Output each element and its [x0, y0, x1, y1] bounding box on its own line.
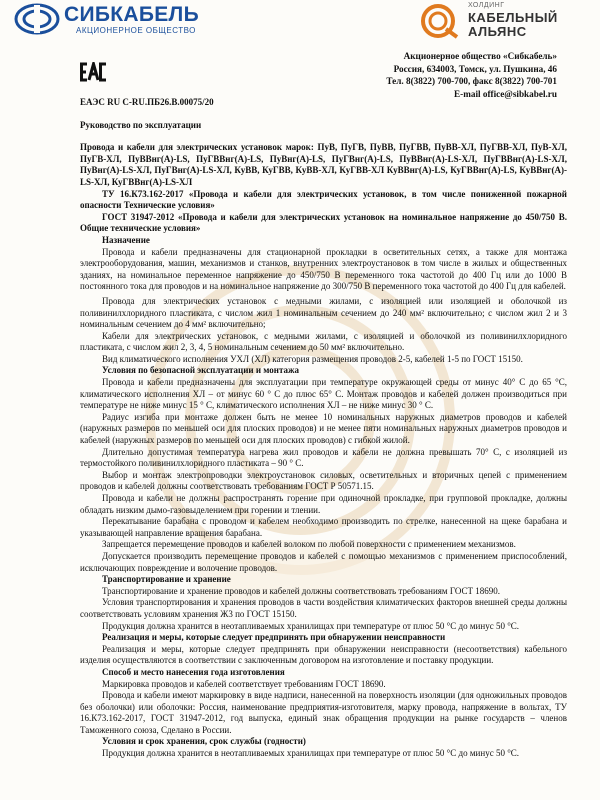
paragraph: Маркировка проводов и кабелей соответствует требованиям ГОСТ 18690.	[102, 678, 386, 689]
cable-alliance-name-line2: АЛЬЯНС	[468, 24, 527, 39]
eac-mark-icon	[80, 62, 107, 82]
section-transport-heading: Транспортирование и хранение	[102, 574, 231, 585]
document-body	[80, 97, 567, 760]
company-phone: Тел. 8(3822) 700-700, факс 8(3822) 700-701	[386, 76, 557, 86]
section-storage-heading: Условия и срок хранения, срок службы (годности)	[102, 736, 306, 747]
paragraph: Провода и кабели не должны распространять горение при одиночной прокладке, при групповой прокладке, должны обладать низким дымо-газовыделением при горении и тлении.	[80, 493, 567, 515]
paragraph: Кабели для электрических установок, с медными жилами, с изоляцией и оболочкой из поливинилхлоридного пластиката, с числом жил 2, 3, 4, 5 номинальным сечением до 50 мм² включительно.	[80, 330, 567, 353]
paragraph: Выбор и монтаж электропроводки электроустановок силовых, осветительных и вторичных цепей с применением проводов и кабелей должны соответствовать требованиям ГОСТ Р 50571.15.	[80, 469, 567, 492]
cable-alliance-name-line1: КАБЕЛЬНЫЙ	[468, 10, 558, 25]
paragraph: Допускается производить перемещение проводов и кабелей с помощью механизмов с применением приспособлений, исключающих повреждение и волочение проводов.	[80, 550, 567, 573]
section-fault-heading: Реализация и меры, которые следует предпринять при обнаружении неисправности	[102, 632, 446, 643]
paragraph: Условия транспортирования и хранения проводов в части воздействия климатических факторов внешней среды должны соответствовать условиям хранения Ж3 по ГОСТ 15150.	[80, 597, 567, 619]
section-marking-heading: Способ и место нанесения года изготовления	[102, 666, 285, 677]
paragraph: Провода и кабели имеют маркировку в виде надписи, нанесенной на поверхность изоляции (для одножильных проводов без оболочки) или оболочки: Россия, наименование предприятия-изготовителя, марку провода, напряжение в вольтах, ТУ 16.К73.162-2017, ГОСТ 31947-2012, год выпуска, единый знак обращения продукции на рынке государств – членов Таможенного союза, Сделано в России.	[80, 690, 567, 735]
company-contacts	[386, 50, 557, 100]
sibkabel-logo	[14, 3, 214, 37]
cable-alliance-holding-label: ХОЛДИНГ	[468, 2, 505, 9]
paragraph: Провода для электрических установок с медными жилами, с изоляцией или изоляцией и оболочкой из поливинилхлоридного пластиката, с числом жил 1 номинальным сечением до 240 мм² включительно; с числом жил 2 и 3 номинальным сечением до 4 мм² включительно;	[80, 295, 567, 330]
paragraph: Перекатывание барабана с проводом и кабелем необходимо производить по стрелке, нанесенной на щеке барабана и указывающей направление вращения барабана.	[80, 516, 567, 538]
document-title: Руководство по эксплуатации	[80, 119, 202, 130]
company-name: Акционерное общество «Сибкабель»	[403, 51, 557, 61]
paragraph: Продукция должна хранится в неотапливаемых хранилищах при температуре от плюс 50 °С до минус 50 °С.	[102, 748, 520, 759]
section-safety-heading: Условия по безопасной эксплуатации и монтажа	[102, 365, 300, 376]
section-purpose-heading: Назначение	[102, 234, 150, 245]
cable-alliance-logo	[420, 2, 600, 40]
page-header	[0, 0, 600, 42]
paragraph: Вид климатического исполнения УХЛ (ХЛ) категория размещения проводов 2-5, кабелей 1-5 по ГОСТ 15150.	[102, 353, 523, 364]
tu-reference: ТУ 16.К73.162-2017 «Провода и кабели для электрических установок, в том числе пониженной пожарной опасности Технические условия»	[80, 188, 567, 211]
paragraph: Длительно допустимая температура нагрева жил проводов и кабели не должна превышать 70° С, с изоляцией из термостойкого поливинилхлоридного пластиката – 90 ° С.	[80, 446, 567, 469]
paragraph: Радиус изгиба при монтаже должен быть не менее 10 номинальных наружных диаметров проводов и кабелей (наружных размеров по меньшей оси для плоских проводов) и не менее пяти номинальных наружных диаметров проводов и кабелей (наружных размеров по меньшей оси для плоских проводов) с гибкой жилой.	[80, 411, 567, 446]
paragraph: Реализация и меры, которые следует предпринять при обнаружении неисправности (несоответствия) кабельного изделия осуществляются в соответствии с заключенным договором на изготовление и поставку продукции.	[80, 643, 567, 666]
cable-alliance-logo-icon	[420, 3, 460, 39]
certificate-number: ЕАЭС RU С-RU.ПБ26.В.00075/20	[80, 97, 214, 107]
company-email: E-mail office@sibkabel.ru	[454, 88, 557, 99]
paragraph: Провода и кабели предназначены для стационарной прокладки в осветительных сетях, а также для монтажа электрооборудования, машин, механизмов и станков, внутренних электроустановок в том числе в жилых и общественных зданиях, на номинальное переменное напряжение до 450/750 В переменного тока частотой до 400 Гц или до 1000 В постоянного тока для проводов и на номинальное напряжение до 300/750 В переменного тока частотой до 400 Гц для кабелей.	[80, 246, 567, 292]
company-address: Россия, 634003, Томск, ул. Пушкина, 46	[393, 63, 557, 74]
sibkabel-logo-name: СИБКАБЕЛЬ	[64, 3, 199, 26]
sibkabel-logo-icon	[14, 3, 60, 35]
product-title: Провода и кабели для электрических установок марок: ПуВ, ПуГВ, ПуВВ, ПуГВВ, ПуВВ-ХЛ, ПуГВВ-ХЛ, ПуВ-ХЛ, ПуГВ-ХЛ, ПуВВнг(А)-LS, ПуГВВнг(А)-LS, ПуВнг(А)-LS, ПуГВнг(А)-LS, ПуВВнг(А)-LS-ХЛ, ПуГВВнг(А)-LS-ХЛ, ПуВнг(А)-LS-ХЛ, ПуГВнг(А)-LS-ХЛ, КуВВ, КуГВВ, КуВВ-ХЛ, КуГВВ-ХЛ КуВВнг(А)-LS, КуГВВнг(А)-LS, КуВВнг(А)-LS-ХЛ, КуГВВнг(А)-LS-ХЛ	[80, 142, 567, 187]
paragraph: Продукция должна хранится в неотапливаемых хранилищах при температуре от плюс 50 °С до минус 50 °С.	[102, 620, 520, 631]
paragraph: Провода и кабели предназначены для эксплуатации при температуре окружающей среды от минус 40° С до 65 °С, климатического исполнения ХЛ – от минус 60 ° С до плюс 65° С. Монтаж проводов и кабелей должен производиться при температуре не ниже минус 15 ° С, климатического исполнения ХЛ – не ниже минус 30 ° С.	[80, 377, 567, 411]
gost-reference: ГОСТ 31947-2012 «Провода и кабели для электрических установок на номинальное напряжение до 450/750 В. Общие технические условия»	[80, 211, 567, 234]
sibkabel-logo-subtitle: АКЦИОНЕРНОЕ ОБЩЕСТВО	[76, 26, 196, 35]
paragraph: Запрещается перемещение проводов и кабелей волоком по любой поверхности с применением механизмов.	[102, 539, 516, 550]
paragraph: Транспортирование и хранение проводов и кабелей должны соответствовать требованиям ГОСТ 18690.	[102, 585, 500, 596]
